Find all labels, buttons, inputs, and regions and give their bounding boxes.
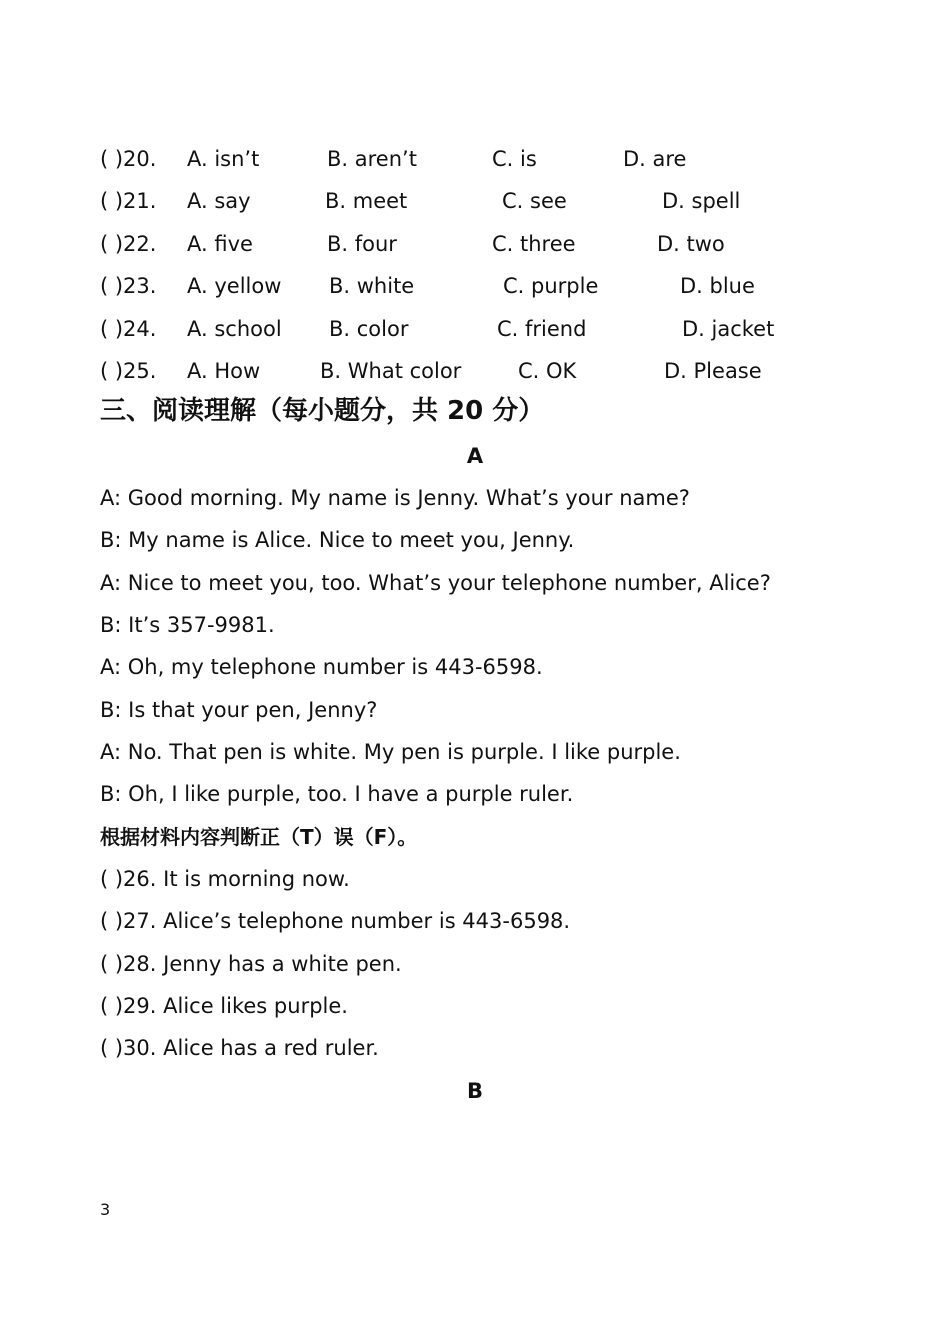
option-b: B. meet [325, 189, 408, 213]
passage-b-title: B [466, 1079, 483, 1103]
option-d: D. two [657, 232, 725, 256]
dialogue-line: B: Oh, I like purple, too. I have a purple ruler. [100, 782, 574, 806]
dialogue-line: B: My name is Alice. Nice to meet you, Jenny. [100, 528, 575, 552]
option-d: D. jacket [682, 317, 775, 341]
option-a: A. How [187, 359, 261, 383]
dialogue-line: A: No. That pen is white. My pen is purple. I like purple. [100, 740, 681, 764]
option-a: A. yellow [187, 274, 282, 298]
tf-instruction: 根据材料内容判断正（T）误（F）。 [100, 825, 418, 849]
tf-question: ( )27. Alice’s telephone number is 443-6598. [100, 909, 571, 933]
page-number: 3 [100, 1200, 111, 1219]
tf-question: ( )26. It is morning now. [100, 867, 350, 891]
dialogue-line: A: Nice to meet you, too. What’s your telephone number, Alice? [100, 571, 771, 595]
question-number: ( )24. [100, 317, 157, 341]
passage-a-title: A [466, 444, 484, 468]
option-b: B. color [329, 317, 409, 341]
option-b: B. four [327, 232, 397, 256]
option-c: C. is [492, 147, 537, 171]
question-number: ( )22. [100, 232, 157, 256]
dialogue-line: A: Oh, my telephone number is 443-6598. [100, 655, 543, 679]
option-d: D. blue [680, 274, 755, 298]
question-number: ( )25. [100, 359, 157, 383]
option-c: C. see [502, 189, 567, 213]
option-d: D. spell [662, 189, 741, 213]
dialogue-line: B: Is that your pen, Jenny? [100, 698, 378, 722]
option-b: B. aren’t [327, 147, 417, 171]
option-a: A. school [187, 317, 282, 341]
option-c: C. purple [503, 274, 599, 298]
option-c: C. three [492, 232, 576, 256]
question-number: ( )21. [100, 189, 157, 213]
option-a: A. say [187, 189, 251, 213]
option-d: D. Please [664, 359, 762, 383]
dialogue-line: B: It’s 357-9981. [100, 613, 275, 637]
tf-question: ( )30. Alice has a red ruler. [100, 1036, 379, 1060]
tf-question: ( )29. Alice likes purple. [100, 994, 348, 1018]
option-c: C. OK [518, 359, 577, 383]
option-d: D. are [623, 147, 687, 171]
option-a: A. isn’t [187, 147, 260, 171]
dialogue-line: A: Good morning. My name is Jenny. What’s your name? [100, 486, 690, 510]
section-heading: 三、阅读理解（每小题分，共 20 分） [100, 396, 545, 426]
tf-question: ( )28. Jenny has a white pen. [100, 952, 402, 976]
option-a: A. five [187, 232, 253, 256]
question-number: ( )23. [100, 274, 157, 298]
option-c: C. friend [497, 317, 587, 341]
option-b: B. white [329, 274, 415, 298]
option-b: B. What color [320, 359, 462, 383]
question-number: ( )20. [100, 147, 157, 171]
